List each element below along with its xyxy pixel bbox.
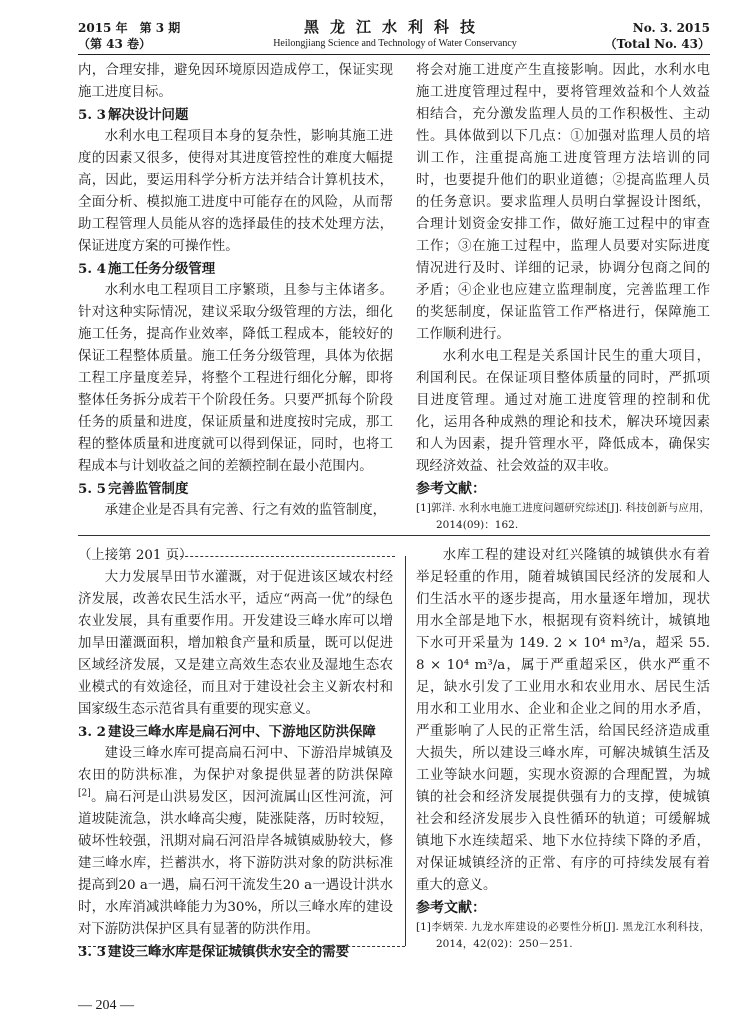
issue-number-info	[605, 20, 710, 52]
bottom-left-column	[78, 545, 393, 963]
section-heading-5-5: 5. 5 完善监管制度	[78, 481, 189, 497]
bottom-right-column	[416, 545, 710, 953]
section-heading-3-3: 3. 3 建设三峰水库是保证城镇供水安全的需要	[78, 944, 350, 960]
paragraph: 内，合理安排，避免因环境原因造成停工，保证实现施工进度目标。	[78, 63, 393, 100]
paragraph: 水利水电工程是关系国计民生的重大项目，利国利民。在保证项目整体质量的同时，严抓项目进度管理。通过对施工进度管理的控制和优化，运用各种成熟的理论和技术，解决环境因素和人为因素，提升管理水平，降低成本，确保实现经济效益、社会效益的双丰收。	[416, 349, 710, 474]
paragraph: 建设三峰水库可提高扁石河中、下游沿岸城镇及农田的防洪标准，为保护对象提供显著的防洪保障[2]。扁石河是山洪易发区，因河流属山区性河流，河道坡陡流急，洪水峰高尖瘦，陡涨陡落，历时较短，破坏性较强，汛期对扁石河沿岸各城镇威胁较大，修建三峰水库，拦蓄洪水，将下游防洪对象的防洪标准提高到20 a一遇，扁石河干流发生20 a一遇设计洪水时，水库消减洪峰能力为30%，所以三峰水库的建设对下游防洪保护区具有显著的防洪作用。	[78, 746, 393, 937]
paragraph: 水库工程的建设对红兴隆镇的城镇供水有着举足轻重的作用，随着城镇国民经济的发展和人们生活水平的逐步提高，用水量逐年增加，现状用水全部是地下水，根据现有资料统计，城镇地下水可开采量为 149. 2 × 10⁴ m³/a，超采 55. 8 × 10⁴ m³/a，属于严重超采区，供水严重不足，缺水引发了工业用水和农业用水、居民生活用水和工业用水、企业和企业之间的用水矛盾，严重影响了人民的正常生活，给国民经济造成重大损失，所以建设三峰水库，可解决城镇生活及工业等缺水问题，实现水资源的合理配置，为城镇的社会和经济发展提供强有力的支撑，使城镇社会和经济发展步入良性循环的轨道；可缓解城镇地下水连续超采、地下水位持续下降的矛盾，对保证城镇经济的正常、有序的可持续发展有着重大的意义。	[416, 548, 710, 893]
citation: [2]	[78, 788, 91, 799]
issue-info	[78, 20, 180, 52]
header-rule	[78, 54, 710, 55]
continuation-dashed-rule	[170, 556, 395, 557]
paragraph: 水利水电工程项目工序繁琐，且参与主体诸多。针对这种实际情况，建议采取分级管理的方法，细化施工任务，提高作业效率，降低工程成本，能较好的保证工程整体质量。施工任务分级管理，具体为依据工程工序量度差异，将整个工程进行细化分解，即将整体任务拆分成若干个阶段任务。只要严抓每个阶段任务的质量和进度，保证质量和进度按时完成，那工程的整体质量和进度就可以得到保证，同时，也将工程成本与计划收益之间的差额控制在最小范围内。	[78, 283, 393, 474]
section-heading-5-3: 5. 3 解决设计问题	[78, 107, 189, 123]
top-right-column	[416, 60, 710, 534]
paragraph: 大力发展旱田节水灌溉，对于促进该区域农村经济发展，改善农民生活水平，适应“两高一优”的绿色农业发展，具有重要作用。开发建设三峰水库可以增加旱田灌溉面积，增加粮食产量和质量，既可以促进区域经济发展，又是建立高效生态农业及湿地生态农业模式的有效途径，而且对于建设社会主义新农村和国家级生态示范省具有重要的现实意义。	[78, 570, 393, 717]
section-heading-5-4: 5. 4 施工任务分级管理	[78, 261, 216, 277]
bottom-dashed-rule	[78, 946, 405, 947]
year-issue: 2015 年 第 3 期	[78, 21, 181, 35]
volume: （第 43 卷）	[78, 37, 152, 51]
page-number: — 204 —	[78, 998, 134, 1013]
top-left-column	[78, 60, 393, 522]
journal-title-en: Heilongjiang Science and Technology of Water Conservancy	[273, 38, 517, 49]
issue-no: No. 3. 2015	[632, 21, 710, 35]
paragraph: 承建企业是否具有完善、行之有效的监管制度，	[104, 503, 386, 518]
references-heading: 参考文献：	[416, 900, 486, 916]
paragraph: 水利水电工程项目本身的复杂性，影响其施工进度的因素又很多，使得对其进度管控性的难度大幅提高，因此，要运用科学分析方法并结合计算机技术，全面分析、模拟施工进度中可能存在的风险，从而帮助工程管理人员能从容的选择最佳的技术处理方法，保证进度方案的可操作性。	[78, 129, 393, 254]
section-heading-3-2: 3. 2 建设三峰水库是扁石河中、下游地区防洪保障	[78, 724, 376, 740]
journal-title-cn: 黑龙江水利科技	[303, 18, 486, 36]
reference-item: [1]郭洋. 水利水电施工进度问题研究综述[J]. 科技创新与应用，2014(09)：162.	[416, 502, 710, 531]
paragraph: 将会对施工进度产生直接影响。因此，水利水电施工进度管理过程中，要将管理效益和个人效益相结合，充分激发监理人员的工作积极性、主动性。具体做到以下几点：①加强对监理人员的培训工作，注重提高施工进度管理方法培训的同时，也要提升他们的职业道德；②提高监理人员的任务意识。要求监理人员明白掌握设计图纸，合理计划资金安排工作，做好施工过程中的审查工作；③在施工过程中，监理人员要对实际进度情况进行及时、详细的记录，协调分包商之间的矛盾；④企业也应建立监理制度，完善监理工作的奖惩制度，保证监管工作严格进行，保障施工工作顺利进行。	[416, 63, 710, 342]
column-divider	[405, 556, 406, 946]
journal-title-block	[240, 18, 550, 50]
continuation-note: （上接第 201 页）	[78, 548, 193, 563]
reference-item: [1]李炳荣. 九龙水库建设的必要性分析[J]. 黑龙江水利科技，2014，42(02)：250－251.	[416, 921, 710, 950]
article-separator	[78, 535, 710, 536]
total-no: （Total No. 43）	[604, 37, 710, 51]
references-heading: 参考文献：	[416, 481, 486, 497]
